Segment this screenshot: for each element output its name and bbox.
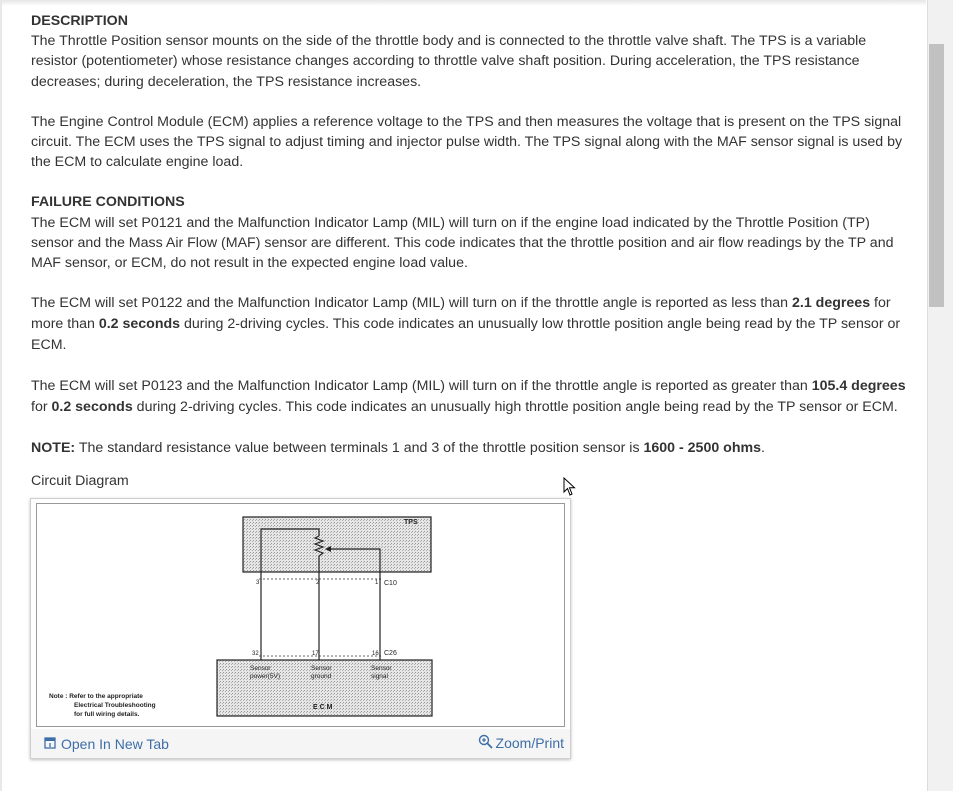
circuit-diagram-caption: Circuit Diagram xyxy=(31,473,129,490)
pin-bottom-32: 32 xyxy=(252,651,259,657)
circuit-diagram-image[interactable] xyxy=(36,503,565,727)
sensor-power-label-1: Sensor xyxy=(250,665,271,672)
circuit-diagram-svg xyxy=(37,504,564,726)
zoom-print-link[interactable] xyxy=(478,734,564,752)
sensor-power-label-2: power(5V) xyxy=(250,673,280,680)
pin-bottom-16: 16 xyxy=(372,651,379,657)
failure-paragraph-p0121: The ECM will set P0121 and the Malfunction Indicator Lamp (MIL) will turn on if the engine load indicated by the Throttle Position (TP) sensor and the Mass Air Flow (MAF) sensor are different. This code indicates that the throttle position and air flow readings by the TP and MAF sensor, or ECM, do not result in the expected engine load value. xyxy=(31,214,894,272)
circuit-diagram-figure xyxy=(30,498,571,759)
connector-c26-label: C26 xyxy=(384,650,397,657)
sensor-signal-label-1: Sensor xyxy=(371,665,392,672)
scrollbar-thumb[interactable] xyxy=(929,44,944,307)
diagram-note-3: for full wiring details. xyxy=(74,711,140,718)
pin-top-2: 2 xyxy=(316,580,320,586)
failure-paragraph-p0122: The ECM will set P0122 and the Malfunction Indicator Lamp (MIL) will turn on if the throttle angle is reported as less than 2.1 degrees for more than 0.2 seconds during 2-driving cycles. This code indicates an unusually low throttle position angle being read by the TP sensor or ECM. xyxy=(31,295,901,354)
failure-paragraph-p0123: The ECM will set P0123 and the Malfunction Indicator Lamp (MIL) will turn on if the throttle angle is reported as greater than 105.4 degrees for 0.2 seconds during 2-driving cycles. This code indicates an unusually high throttle position angle being read by the TP sensor or ECM. xyxy=(31,378,906,416)
sensor-ground-label-2: ground xyxy=(311,673,332,680)
mouse-cursor-icon xyxy=(563,477,577,502)
new-tab-icon xyxy=(44,736,56,752)
description-paragraph-2: The Engine Control Module (ECM) applies a reference voltage to the TPS and then measures the voltage that is present on the TPS signal circuit. The ECM uses the TPS signal to adjust timing and injector pulse width. The TPS signal along with the MAF sensor signal is used by the ECM to calculate engine load. xyxy=(31,113,903,171)
ecm-label: E C M xyxy=(313,704,333,711)
top-shadow xyxy=(0,0,926,6)
diagram-note-1: Note : Refer to the appropriate xyxy=(49,693,143,700)
pin-top-1: 1 xyxy=(375,580,379,586)
open-in-new-tab-link[interactable] xyxy=(44,736,169,752)
zoom-print-label: Zoom/Print xyxy=(495,735,564,751)
sensor-ground-label-1: Sensor xyxy=(311,665,332,672)
tps-label: TPS xyxy=(404,519,418,526)
article-content xyxy=(31,11,911,492)
description-heading: DESCRIPTION xyxy=(31,13,128,29)
pin-top-3: 3 xyxy=(256,580,260,586)
description-paragraph-1: The Throttle Position sensor mounts on the side of the throttle body and is connected to the throttle valve shaft. The TPS is a variable resistor (potentiometer) whose resistance changes according to throttle valve shaft position. During acceleration, the TPS resistance decreases; during deceleration, the TPS resistance increases. xyxy=(31,33,867,90)
left-edge xyxy=(0,0,2,791)
note-paragraph: NOTE: The standard resistance value between terminals 1 and 3 of the throttle position sensor is 1600 - 2500 ohms. xyxy=(31,440,765,457)
open-in-new-tab-label: Open In New Tab xyxy=(61,736,169,752)
diagram-note-2: Electrical Troubleshooting xyxy=(74,702,156,709)
connector-c10-label: C10 xyxy=(384,580,397,587)
figure-footer xyxy=(31,729,570,758)
failure-heading: FAILURE CONDITIONS xyxy=(31,194,185,211)
zoom-icon xyxy=(478,734,493,752)
pin-bottom-17: 17 xyxy=(312,651,319,657)
tps-box xyxy=(243,517,431,572)
sensor-signal-label-2: signal xyxy=(371,673,388,680)
